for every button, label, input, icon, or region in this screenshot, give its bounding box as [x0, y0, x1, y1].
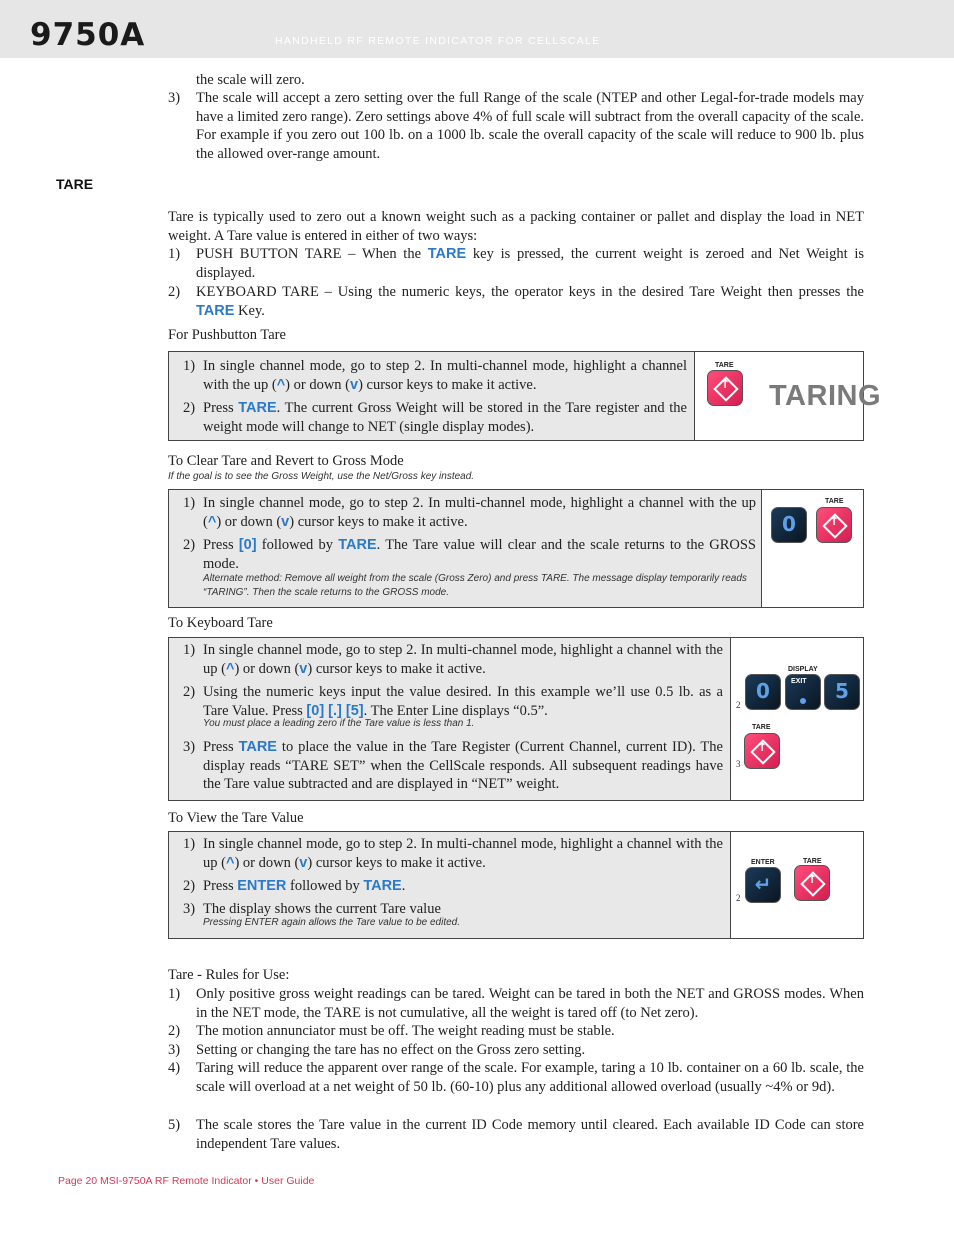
section-heading-tare: TARE: [56, 176, 94, 192]
step-3-marker: 3: [736, 759, 741, 769]
up-key-ref: ^: [207, 513, 217, 530]
view-box: 1) In single channel mode, go to step 2. In multi-channel mode, highlight a channel with the up (^) or down (v) cursor keys to make it active. 2) Press ENTER followed by TARE. 3) The display shows the current Tare value Pressing ENTER again allows the Tare value to be edited. ENTER ↵ TARE ↑ 2: [168, 831, 864, 939]
enter-key-ref: ENTER: [237, 878, 287, 894]
view-illustration: [730, 832, 863, 938]
zero-key-ref: [0]: [238, 537, 257, 553]
step-2-marker: 2: [736, 700, 741, 710]
tare-key-ref: TARE: [196, 302, 235, 319]
view-step2: Press ENTER followed by TARE.: [203, 878, 406, 894]
page-header: [0, 0, 954, 58]
rules-heading: Tare - Rules for Use:: [168, 967, 290, 983]
keyboard-step1: In single channel mode, go to step 2. In multi-channel mode, highlight a channel with the up (^) or down (v) cursor keys to make it active.: [203, 642, 723, 677]
tare-intro: Tare is typically used to zero out a known weight such as a packing container or pallet and display the load in NET weight. A Tare value is entered in either of two ways:: [168, 209, 864, 244]
step-2-marker: 2: [736, 893, 741, 903]
way1-text: PUSH BUTTON TARE – When the TARE key is pressed, the current weight is zeroed and Net Weight is displayed.: [196, 246, 865, 281]
view-step1: In single channel mode, go to step 2. In multi-channel mode, highlight a channel with the up (^) or down (v) cursor keys to make it active.: [203, 836, 723, 871]
tare-key-icon: ↑: [707, 370, 743, 406]
rule-number: 4): [168, 1060, 181, 1076]
taring-display: TARING: [769, 380, 882, 412]
tare-key-label: TARE: [752, 724, 771, 731]
down-key-ref: v: [299, 854, 308, 871]
clear-note: If the goal is to see the Gross Weight, use the Net/Gross key instead.: [168, 471, 475, 482]
rule-number: 3): [168, 1042, 181, 1058]
rule-number: 2): [168, 1023, 181, 1039]
way2-text: KEYBOARD TARE – Using the numeric keys, the operator keys in the desired Tare Weight then presses the TARE Key.: [196, 284, 864, 319]
zero-key-icon: 0: [745, 674, 781, 710]
tare-key-label: TARE: [715, 362, 734, 369]
enter-key-icon: ↵: [745, 867, 781, 903]
up-key-ref: ^: [225, 854, 235, 871]
pushbutton-box: 1) In single channel mode, go to step 2. In multi-channel mode, highlight a channel with the up (^) or down (v) cursor keys to make it active. 2) Press TARE. The current Gross Weight will be stored in the Tare register and the weight mode will change to NET (single display modes). TARE ↑ TARING: [168, 351, 864, 441]
clear-illustration: [761, 490, 863, 607]
clear-step2: Press [0] followed by TARE. The Tare value will clear and the scale returns to the GROSS mode.: [203, 537, 756, 572]
keyboard-leading-zero-note: You must place a leading zero if the Tare value is less than 1.: [203, 718, 475, 729]
zero-key-icon: 0: [771, 507, 807, 543]
down-key-ref: v: [299, 660, 308, 677]
rule-text: Only positive gross weight readings can be tared. Weight can be tared in both the NET and GROSS modes. When in the NET mode, the TARE is not cumulative, all the weight is tared off (to Net zero).: [196, 986, 864, 1021]
up-key-ref: ^: [225, 660, 235, 677]
rule-text: The scale stores the Tare value in the current ID Code memory until cleared. Each available ID Code can store independent Tare values.: [196, 1117, 864, 1152]
keyboard-box: 1) In single channel mode, go to step 2. In multi-channel mode, highlight a channel with the up (^) or down (v) cursor keys to make it active. 2) Using the numeric keys input the value desired. In this example we’ll use 0.5 lb. as a Tare Value. Press [0] [.] [5]. The Enter Line displays “0.5”. You must place a leading zero if the Tare value is less than 1. 3) Press TARE to place the value in the Tare Register (Current Channel, current ID). The display reads “TARE SET” when the CellScale responds. All subsequent readings have the Tare value subtracted and are displayed in “NET” weight. DISPLAY 0 EXIT 5 2 TARE ↑ 3: [168, 637, 864, 801]
clear-step1: In single channel mode, go to step 2. In multi-channel mode, highlight a channel with the up (^) or down (v) cursor keys to make it active.: [203, 495, 756, 530]
clear-label: To Clear Tare and Revert to Gross Mode: [168, 453, 404, 469]
tare-key-icon: ↑: [816, 507, 852, 543]
clear-alternate-note: Alternate method: Remove all weight from the scale (Gross Zero) and press TARE. The message display temporarily reads “TARING”. Then the scale returns to the GROSS mode.: [203, 573, 747, 598]
tare-key-label: TARE: [825, 498, 844, 505]
way2-number: 2): [168, 284, 181, 300]
display-key-label: DISPLAY: [788, 666, 818, 673]
view-step3: The display shows the current Tare value: [203, 901, 441, 917]
intro-item3-number: 3): [168, 90, 181, 106]
pushbutton-step1: In single channel mode, go to step 2. In multi-channel mode, highlight a channel with the up (^) or down (v) cursor keys to make it active.: [203, 358, 687, 393]
model-title: 9750A: [30, 17, 146, 53]
tare-key-ref: TARE: [238, 739, 277, 755]
view-enter-note: Pressing ENTER again allows the Tare value to be edited.: [203, 917, 460, 928]
keyboard-illustration: [730, 638, 863, 800]
rule-number: 5): [168, 1117, 181, 1133]
tare-key-ref: TARE: [238, 400, 277, 416]
pushbutton-step2: Press TARE. The current Gross Weight will be stored in the Tare register and the weight mode will change to NET (single display modes).: [203, 400, 687, 435]
view-label: To View the Tare Value: [168, 810, 304, 826]
keyboard-step3: Press TARE to place the value in the Tare Register (Current Channel, current ID). The display reads “TARE SET” when the CellScale responds. All subsequent readings have the Tare value subtracted and are displayed in “NET” weight.: [203, 739, 723, 792]
rule-text: The motion annunciator must be off. The weight reading must be stable.: [196, 1023, 615, 1039]
tare-key-icon: ↑: [744, 733, 780, 769]
keyboard-label: To Keyboard Tare: [168, 615, 273, 631]
numeric-keys-ref: [0] [.] [5]: [306, 702, 364, 719]
tare-key-icon: ↑: [794, 865, 830, 901]
tare-key-ref: TARE: [338, 537, 377, 553]
way1-number: 1): [168, 246, 181, 262]
down-key-ref: v: [350, 376, 359, 393]
pushbutton-label: For Pushbutton Tare: [168, 327, 286, 343]
tare-key-ref: TARE: [427, 246, 467, 262]
clear-box: 1) In single channel mode, go to step 2. In multi-channel mode, highlight a channel with the up (^) or down (v) cursor keys to make it active. 2) Press [0] followed by TARE. The Tare value will clear and the scale returns to the GROSS mode. Alternate method: Remove all weight from the scale (Gross Zero) and press TARE. The message display temporarily reads “TARING”. Then the scale returns to the GROSS mode. 0 TARE ↑: [168, 489, 864, 608]
tare-key-ref: TARE: [363, 878, 402, 894]
pushbutton-illustration: [694, 352, 882, 440]
five-key-icon: 5: [824, 674, 860, 710]
tare-key-label: TARE: [803, 858, 822, 865]
header-subtitle: HANDHELD RF REMOTE INDICATOR FOR CELLSCALE: [275, 35, 601, 47]
intro-continuation: the scale will zero.: [196, 72, 305, 88]
keyboard-step2: Using the numeric keys input the value desired. In this example we’ll use 0.5 lb. as a Tare Value. Press [0] [.] [5]. The Enter Line displays “0.5”.: [203, 684, 723, 719]
intro-item3-text: The scale will accept a zero setting over the full Range of the scale (NTEP and other Legal-for-trade models may have a limited zero range). Zero settings above 4% of full scale will subtract from the overall capacity of the scale. For example if you zero out 100 lb. on a 1000 lb. scale the overall capacity of the scale will reduce to 900 lb. plus the allowed over-range amount.: [196, 90, 864, 162]
rule-number: 1): [168, 986, 181, 1002]
up-key-ref: ^: [276, 376, 286, 393]
page-footer: Page 20 MSI-9750A RF Remote Indicator • User Guide: [58, 1175, 315, 1187]
rule-text: Taring will reduce the apparent over range of the scale. For example, taring a 10 lb. container on a 60 lb. scale, the scale will overload at a net weight of 50 lb. (60-10) plus any additional allowed overload (usually ~4% or 9d).: [196, 1060, 864, 1095]
exit-key-label: EXIT: [791, 678, 807, 685]
rule-text: Setting or changing the tare has no effect on the Gross zero setting.: [196, 1042, 586, 1058]
decimal-key-icon: [785, 674, 821, 710]
enter-key-label: ENTER: [751, 859, 775, 866]
down-key-ref: v: [281, 513, 290, 530]
